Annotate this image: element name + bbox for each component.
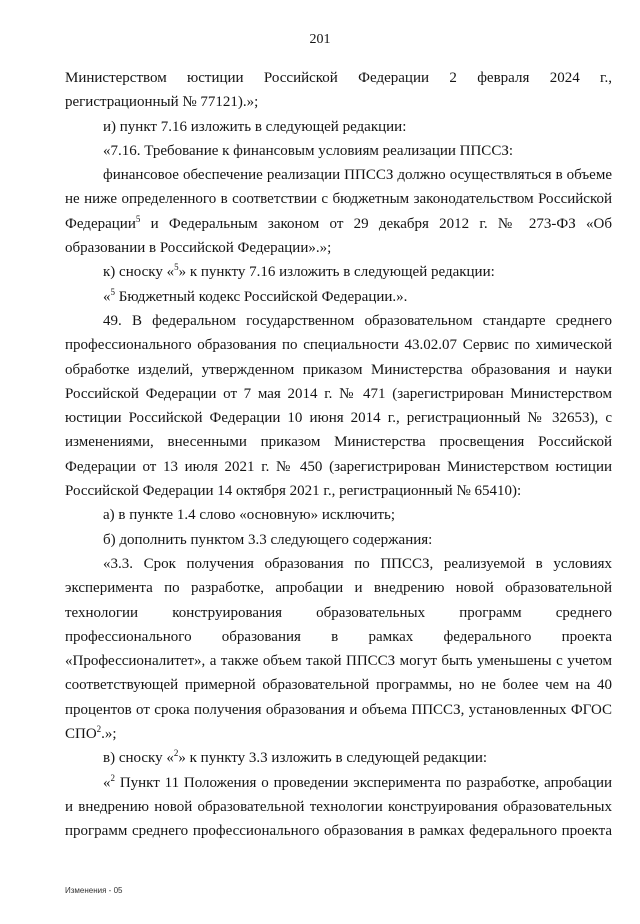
page-number: 201 bbox=[309, 32, 331, 47]
footnote-ref: 2 bbox=[110, 772, 115, 783]
text-span: к) сноску « bbox=[103, 264, 175, 281]
text-span: Бюджетный кодекс Российской Федерации.». bbox=[115, 288, 408, 305]
footnote-ref: 5 bbox=[110, 286, 115, 297]
paragraph-item-v bbox=[65, 746, 612, 770]
text-span: «3.3. Срок получения образования по ППССЗ, реализуемой в условиях эксперимента по разработке, апробации и внедрению новой образовательной технологии конструирования образовательных программ среднего профессионального образования в рамках федерального проекта «Профессионалитет», а также объем такой ППССЗ могут быть уменьшены с учетом соответствующей примерной образовательной программы, но не более чем на 40 процентов от срока получения образования и объема ППССЗ, установленных ФГОС СПО bbox=[65, 555, 612, 743]
text-span: » к пункту 3.3 изложить в следующей редакции: bbox=[178, 750, 488, 767]
text-span: « bbox=[103, 288, 111, 305]
paragraph-continuation: Министерством юстиции Российской Федерации 2 февраля 2024 г., регистрационный № 77121).»; bbox=[65, 70, 612, 111]
paragraph-footnote-5 bbox=[65, 285, 612, 309]
paragraph-item-a: а) в пункте 1.4 слово «основную» исключить; bbox=[103, 507, 396, 524]
paragraph-item-k bbox=[65, 260, 612, 284]
document-body bbox=[65, 66, 612, 844]
paragraph-49: 49. В федеральном государственном образовательном стандарте среднего профессионального образования по специальности 43.02.07 Сервис по химической обработке изделий, утвержденном приказом Министерства образования и науки Российской Федерации от 7 мая 2014 г. № 471 (зарегистрирован Министерством юстиции Российской Федерации 10 июня 2014 г., регистрационный № 32653), с изменениями, внесенными приказом Министерства просвещения Российской Федерации от 13 июля 2021 г. № 450 (зарегистрирован Министерством юстиции Российской Федерации 14 октября 2021 г., регистрационный № 65410): bbox=[65, 312, 612, 500]
page-footer: Изменения - 05 bbox=[65, 886, 123, 895]
footnote-ref: 2 bbox=[96, 724, 102, 735]
text-span: и Федеральным законом от 29 декабря 2012 г. № 273-ФЗ «Об образовании в Российской Федерации».»; bbox=[65, 215, 612, 257]
text-span: « bbox=[103, 774, 111, 791]
paragraph-7-16-heading: «7.16. Требование к финансовым условиям реализации ППССЗ: bbox=[103, 142, 514, 159]
paragraph-7-16-body bbox=[65, 163, 612, 260]
paragraph-item-b: б) дополнить пунктом 3.3 следующего содержания: bbox=[103, 531, 433, 548]
text-span: финансовое обеспечение реализации ППССЗ должно осуществляться в объеме не ниже определенного в соответствии с бюджетным законодательством Российской Федерации bbox=[65, 167, 612, 232]
text-span: в) сноску « bbox=[103, 750, 174, 767]
paragraph-item-i: и) пункт 7.16 изложить в следующей редакции: bbox=[103, 118, 407, 135]
footnote-ref: 5 bbox=[174, 262, 179, 273]
text-span: » к пункту 7.16 изложить в следующей редакции: bbox=[178, 264, 495, 281]
text-span: .»; bbox=[101, 726, 117, 743]
paragraph-3-3 bbox=[65, 552, 612, 746]
footnote-ref: 2 bbox=[173, 748, 179, 759]
text-span: Пункт 11 Положения о проведении эксперимента по разработке, апробации и внедрению новой образовательной технологии конструирования образовательных программ среднего профессионального образования в рамках федерального проекта bbox=[65, 774, 612, 840]
paragraph-footnote-2 bbox=[65, 771, 612, 844]
footnote-ref: 5 bbox=[135, 213, 141, 224]
